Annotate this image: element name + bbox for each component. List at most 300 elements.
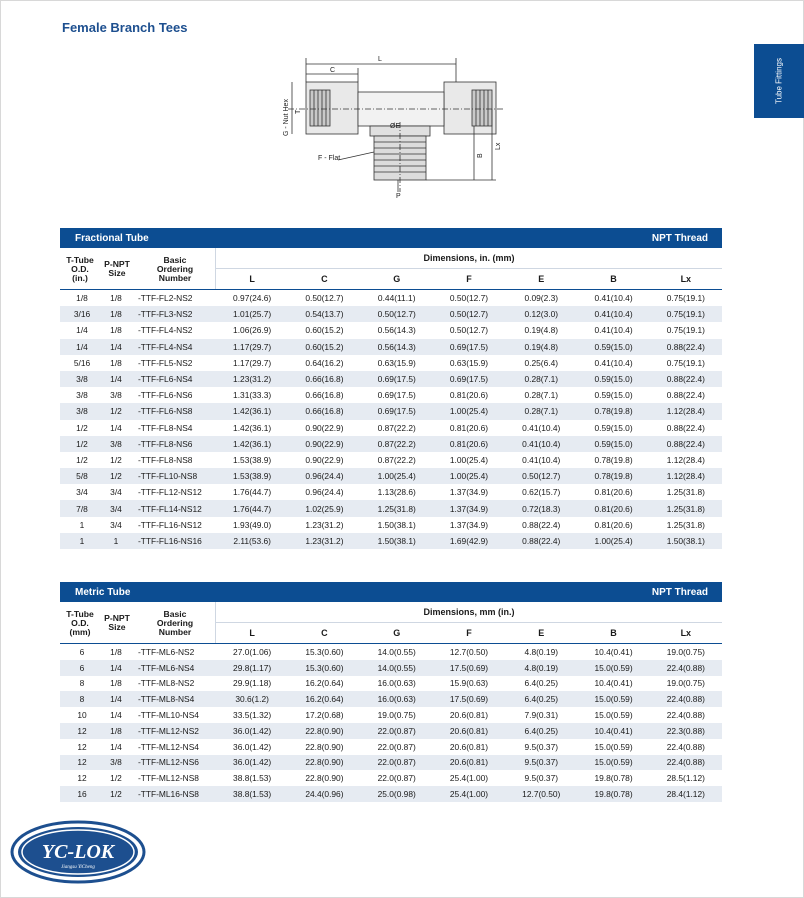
table-cell: 1 [79, 519, 85, 530]
dim-col-e: E [538, 628, 545, 638]
table-cell: 22.4(0.88) [666, 662, 705, 673]
table-cell: 0.88(22.4) [666, 422, 705, 433]
dim-col-l: L [249, 274, 255, 284]
table-cell: 1.12(28.4) [666, 406, 705, 417]
table-cell: 6.4(0.25) [524, 694, 559, 705]
table-cell: 0.59(15.0) [594, 422, 633, 433]
table-cell: 22.8(0.90) [305, 725, 344, 736]
table-cell: 8 [79, 694, 85, 705]
table-cell: 0.97(24.6) [233, 293, 272, 304]
table-cell: -TTF-ML6-NS2 [138, 646, 195, 657]
table-row [60, 339, 722, 355]
table-cell: 1.76(44.7) [233, 487, 272, 498]
table-row [60, 660, 722, 676]
table-cell: 1/2 [76, 422, 88, 433]
table-cell: -TTF-FL4-NS4 [138, 341, 193, 352]
table-cell: 1.00(25.4) [594, 535, 633, 546]
table-row [60, 723, 722, 739]
table-cell: 1.42(36.1) [233, 406, 272, 417]
table-cell: 1.17(29.7) [233, 357, 272, 368]
dim-col-lx: Lx [680, 628, 692, 638]
table-row [60, 371, 722, 387]
table-cell: 36.0(1.42) [233, 741, 272, 752]
table-cell: -TTF-FL5-NS2 [138, 357, 193, 368]
table-cell: 22.8(0.90) [305, 741, 344, 752]
table-cell: 0.81(20.6) [594, 519, 633, 530]
table-cell: 1.42(36.1) [233, 438, 272, 449]
table-cell: -TTF-FL6-NS6 [138, 390, 193, 401]
table-cell: -TTF-FL10-NS8 [138, 471, 198, 482]
table-cell: 0.66(16.8) [305, 390, 344, 401]
table-cell: 6 [79, 662, 85, 673]
table-cell: 0.87(22.2) [377, 422, 416, 433]
table-cell: 36.0(1.42) [233, 757, 272, 768]
table-cell: 0.64(16.2) [305, 357, 344, 368]
table-cell: 1.01(25.7) [233, 309, 272, 320]
table-cell: 12 [77, 725, 87, 736]
col-tube-od: T-Tube O.D. (mm) [66, 608, 94, 637]
table-cell: 27.0(1.06) [233, 646, 272, 657]
table-cell: 1/2 [110, 406, 122, 417]
table-cell: 1.00(25.4) [449, 471, 489, 482]
table-cell: 0.41(10.4) [594, 309, 633, 320]
table-cell: 6 [79, 646, 85, 657]
table-cell: 15.0(0.59) [594, 662, 633, 673]
table-row [60, 691, 722, 707]
table-cell: 9.5(0.37) [524, 773, 559, 784]
table-cell: -TTF-FL8-NS4 [138, 422, 193, 433]
table-cell: 0.41(10.4) [522, 422, 561, 433]
table-cell: 1/4 [110, 341, 122, 352]
metric-title: Metric Tube [75, 586, 131, 598]
table-cell: 22.0(0.87) [377, 757, 416, 768]
table-cell: -TTF-FL8-NS8 [138, 454, 193, 465]
col-ordering-number: Basic Ordering Number [156, 254, 194, 283]
table-cell: 22.4(0.88) [666, 757, 705, 768]
table-cell: 1/4 [110, 694, 122, 705]
table-cell: 1/4 [110, 710, 122, 721]
page-title: Female Branch Tees [62, 20, 188, 35]
label-Lx: Lx [495, 142, 502, 150]
table-cell: 1.50(38.1) [377, 519, 416, 530]
table-cell: 1/2 [76, 438, 88, 449]
table-cell: 0.75(19.1) [666, 325, 705, 336]
table-cell: 0.09(2.3) [524, 293, 559, 304]
table-cell: 1/2 [110, 789, 122, 800]
table-cell: -TTF-FL16-NS12 [138, 519, 202, 530]
table-cell: 19.0(0.75) [377, 710, 416, 721]
fractional-column-headers [60, 248, 722, 290]
table-cell: 1/4 [76, 341, 88, 352]
table-cell: 12 [77, 773, 87, 784]
table-cell: 0.19(4.8) [524, 325, 559, 336]
table-cell: 12.7(0.50) [522, 789, 561, 800]
table-row [60, 452, 722, 468]
fractional-title: Fractional Tube [75, 232, 149, 244]
table-cell: 36.0(1.42) [233, 725, 272, 736]
table-cell: 3/4 [110, 519, 122, 530]
table-cell: 0.69(17.5) [377, 390, 416, 401]
table-cell: 0.41(10.4) [594, 357, 633, 368]
table-cell: 1.93(49.0) [233, 519, 272, 530]
table-cell: 0.75(19.1) [666, 357, 705, 368]
table-cell: 1.23(31.2) [305, 519, 344, 530]
table-cell: 1/2 [110, 773, 122, 784]
table-row [60, 739, 722, 755]
table-cell: 0.19(4.8) [524, 341, 559, 352]
table-cell: 0.41(10.4) [522, 438, 561, 449]
table-cell: 9.5(0.37) [524, 741, 559, 752]
table-cell: 0.60(15.2) [305, 325, 344, 336]
table-cell: 22.4(0.88) [666, 694, 705, 705]
table-cell: 15.3(0.60) [305, 662, 344, 673]
label-E: ØE [390, 123, 401, 130]
table-cell: 22.4(0.88) [666, 710, 705, 721]
table-cell: 7/8 [76, 503, 88, 514]
table-cell: 1/8 [110, 357, 122, 368]
table-row [60, 517, 722, 533]
table-cell: 1.31(33.3) [233, 390, 272, 401]
table-cell: 0.54(13.7) [305, 309, 344, 320]
table-row [60, 500, 722, 516]
table-cell: 0.50(12.7) [449, 293, 489, 304]
dim-col-lx: Lx [680, 274, 692, 284]
table-cell: -TTF-ML8-NS2 [138, 678, 195, 689]
table-row [60, 290, 722, 306]
table-row [60, 484, 722, 500]
table-cell: 1.50(38.1) [377, 535, 416, 546]
side-tab[interactable] [754, 44, 804, 118]
table-cell: 20.6(0.81) [449, 710, 489, 721]
table-cell: 19.8(0.78) [594, 773, 633, 784]
table-cell: 1 [113, 535, 119, 546]
table-row [60, 786, 722, 802]
table-cell: 19.0(0.75) [666, 646, 705, 657]
table-cell: 6.4(0.25) [524, 678, 559, 689]
table-cell: 0.50(12.7) [449, 309, 489, 320]
table-cell: 0.69(17.5) [449, 341, 489, 352]
table-cell: 14.0(0.55) [377, 662, 416, 673]
fractional-table [60, 228, 722, 549]
table-cell: 0.87(22.2) [377, 438, 416, 449]
table-cell: 1.69(42.9) [449, 535, 489, 546]
table-cell: 3/8 [76, 390, 88, 401]
label-T: T [295, 109, 302, 114]
table-cell: 1.00(25.4) [449, 454, 489, 465]
table-cell: 0.66(16.8) [305, 374, 344, 385]
table-cell: 1/2 [76, 454, 88, 465]
table-cell: 6.4(0.25) [524, 725, 559, 736]
table-cell: 3/8 [110, 438, 122, 449]
table-cell: 0.78(19.8) [594, 471, 633, 482]
table-cell: 10.4(0.41) [594, 725, 633, 736]
table-cell: 3/8 [110, 757, 122, 768]
table-cell: 0.28(7.1) [524, 390, 559, 401]
metric-table [60, 582, 722, 802]
table-cell: 0.75(19.1) [666, 293, 705, 304]
table-cell: -TTF-FL3-NS2 [138, 309, 193, 320]
table-row [60, 322, 722, 338]
table-cell: 0.69(17.5) [377, 406, 416, 417]
table-row [60, 468, 722, 484]
table-cell: 16 [77, 789, 87, 800]
table-cell: 15.0(0.59) [594, 757, 633, 768]
label-L: L [378, 56, 382, 63]
table-cell: 25.4(1.00) [449, 789, 489, 800]
table-cell: 1.23(31.2) [233, 374, 272, 385]
table-cell: 0.44(11.1) [377, 293, 416, 304]
table-cell: 33.5(1.32) [233, 710, 272, 721]
table-cell: 19.8(0.78) [594, 789, 633, 800]
table-cell: 4.8(0.19) [524, 662, 559, 673]
table-cell: 0.60(15.2) [305, 341, 344, 352]
table-cell: 0.88(22.4) [666, 374, 705, 385]
table-cell: 0.96(24.4) [305, 471, 344, 482]
table-cell: -TTF-ML16-NS8 [138, 789, 199, 800]
table-cell: -TTF-FL12-NS12 [138, 487, 202, 498]
table-cell: -TTF-FL8-NS6 [138, 438, 193, 449]
table-cell: 0.41(10.4) [594, 293, 633, 304]
table-cell: 20.6(0.81) [449, 725, 489, 736]
table-cell: 7.9(0.31) [524, 710, 559, 721]
label-C: C [330, 67, 336, 74]
table-row [60, 436, 722, 452]
col-tube-od: T-Tube O.D. (in.) [66, 254, 94, 283]
table-cell: 0.50(12.7) [522, 471, 561, 482]
table-cell: 22.0(0.87) [377, 725, 416, 736]
table-cell: 22.8(0.90) [305, 757, 344, 768]
table-cell: 1.42(36.1) [233, 422, 272, 433]
table-cell: 2.11(53.6) [233, 535, 271, 546]
table-cell: 0.90(22.9) [305, 438, 344, 449]
table-cell: 1/8 [110, 646, 122, 657]
tee-drawing [278, 52, 510, 200]
table-cell: 1.25(31.8) [666, 519, 705, 530]
table-cell: 3/8 [76, 374, 88, 385]
table-cell: 20.6(0.81) [449, 757, 489, 768]
table-cell: 17.5(0.69) [449, 662, 489, 673]
fractional-thread: NPT Thread [651, 232, 708, 244]
table-cell: -TTF-FL2-NS2 [138, 293, 193, 304]
table-cell: 1/8 [76, 293, 88, 304]
table-cell: -TTF-ML10-NS4 [138, 710, 199, 721]
table-cell: 0.81(20.6) [594, 503, 633, 514]
table-cell: 1 [79, 535, 85, 546]
table-cell: 0.69(17.5) [377, 374, 416, 385]
dim-col-b: B [610, 628, 617, 638]
table-cell: 1/8 [110, 725, 122, 736]
table-cell: 1.17(29.7) [233, 341, 272, 352]
table-cell: 16.0(0.63) [377, 678, 416, 689]
table-cell: 10.4(0.41) [594, 646, 633, 657]
table-cell: 3/4 [110, 487, 122, 498]
table-cell: 24.4(0.96) [305, 789, 344, 800]
table-cell: 12 [77, 741, 87, 752]
table-cell: 0.59(15.0) [594, 390, 633, 401]
logo-wordmark: YC-LOK [41, 841, 115, 863]
table-cell: 16.0(0.63) [377, 694, 416, 705]
table-cell: 1.25(31.8) [666, 487, 705, 498]
table-cell: -TTF-ML12-NS4 [138, 741, 199, 752]
metric-column-headers [60, 602, 722, 644]
table-cell: 0.50(12.7) [305, 293, 344, 304]
dim-col-f: F [466, 274, 472, 284]
fractional-table-header [60, 228, 722, 248]
label-P: P [396, 193, 401, 200]
table-cell: 1.02(25.9) [305, 503, 344, 514]
table-row [60, 770, 722, 786]
table-cell: 1.76(44.7) [233, 503, 272, 514]
table-cell: 0.41(10.4) [522, 454, 561, 465]
table-cell: -TTF-ML6-NS4 [138, 662, 195, 673]
table-cell: 1.12(28.4) [666, 454, 705, 465]
table-cell: 25.4(1.00) [449, 773, 489, 784]
table-cell: 15.3(0.60) [305, 646, 344, 657]
table-cell: 28.5(1.12) [666, 773, 705, 784]
table-cell: 12 [77, 757, 87, 768]
label-F: F - Flat [318, 155, 341, 162]
table-cell: 0.81(20.6) [449, 438, 489, 449]
table-row [60, 420, 722, 436]
table-cell: 0.25(6.4) [524, 357, 559, 368]
table-cell: 0.96(24.4) [305, 487, 344, 498]
table-cell: 29.9(1.18) [233, 678, 272, 689]
table-cell: -TTF-FL14-NS12 [138, 503, 202, 514]
dims-title: Dimensions, in. (mm) [216, 248, 722, 269]
logo-tagline: Jiangsu YiCheng [61, 865, 95, 870]
dim-col-l: L [249, 628, 255, 638]
table-cell: 1/4 [110, 662, 122, 673]
table-cell: 3/4 [76, 487, 88, 498]
yc-lok-logo[interactable] [10, 820, 150, 886]
table-cell: 1.00(25.4) [377, 471, 416, 482]
table-cell: 1.50(38.1) [666, 535, 705, 546]
table-cell: 15.0(0.59) [594, 741, 633, 752]
table-cell: 1.06(26.9) [233, 325, 272, 336]
table-cell: 17.5(0.69) [449, 694, 489, 705]
table-cell: 1/2 [110, 454, 122, 465]
table-cell: -TTF-ML12-NS2 [138, 725, 199, 736]
table-cell: 3/8 [110, 390, 122, 401]
table-cell: 0.90(22.9) [305, 422, 344, 433]
dim-col-headers [216, 269, 722, 289]
table-cell: 0.72(18.3) [522, 503, 561, 514]
table-cell: 0.63(15.9) [449, 357, 489, 368]
table-row [60, 306, 722, 322]
table-cell: 1.37(34.9) [449, 519, 489, 530]
table-row [60, 755, 722, 771]
side-tab-label: Tube Fittings [774, 58, 784, 104]
label-B: B [477, 153, 484, 158]
table-cell: 38.8(1.53) [233, 773, 272, 784]
table-cell: -TTF-FL16-NS16 [138, 535, 202, 546]
table-cell: 0.50(12.7) [449, 325, 489, 336]
table-cell: 28.4(1.12) [666, 789, 705, 800]
table-cell: 1/4 [110, 374, 122, 385]
table-cell: 1.13(28.6) [377, 487, 416, 498]
table-cell: 15.9(0.63) [449, 678, 489, 689]
table-cell: 38.8(1.53) [233, 789, 272, 800]
table-cell: 22.8(0.90) [305, 773, 344, 784]
table-cell: 0.12(3.0) [524, 309, 559, 320]
table-cell: 0.41(10.4) [594, 325, 633, 336]
table-cell: 1.37(34.9) [449, 503, 489, 514]
table-cell: 0.69(17.5) [449, 374, 489, 385]
table-cell: 0.63(15.9) [377, 357, 416, 368]
table-cell: 16.2(0.64) [305, 678, 344, 689]
label-G: G - Nut Hex [283, 99, 290, 136]
table-cell: 22.0(0.87) [377, 773, 416, 784]
table-cell: 15.0(0.59) [594, 694, 633, 705]
table-cell: 3/8 [76, 406, 88, 417]
metric-thread: NPT Thread [651, 586, 708, 598]
table-cell: 0.81(20.6) [594, 487, 633, 498]
table-row [60, 387, 722, 403]
table-cell: 0.81(20.6) [449, 422, 489, 433]
table-cell: 12.7(0.50) [449, 646, 489, 657]
table-cell: 1.25(31.8) [377, 503, 416, 514]
table-cell: 10.4(0.41) [594, 678, 633, 689]
table-cell: 0.66(16.8) [305, 406, 344, 417]
table-cell: 1/8 [110, 325, 122, 336]
dims-title: Dimensions, mm (in.) [216, 602, 722, 623]
col-npt-size: P-NPT Size [104, 613, 130, 632]
table-cell: 0.90(22.9) [305, 454, 344, 465]
table-row [60, 403, 722, 419]
table-row [60, 533, 722, 549]
table-row [60, 644, 722, 660]
table-cell: 0.88(22.4) [522, 535, 561, 546]
table-cell: 0.59(15.0) [594, 341, 633, 352]
dim-col-c: C [321, 274, 328, 284]
dim-col-b: B [610, 274, 617, 284]
table-cell: 22.0(0.87) [377, 741, 416, 752]
table-cell: 1/8 [110, 293, 122, 304]
table-cell: 25.0(0.98) [377, 789, 416, 800]
dim-col-g: G [393, 628, 401, 638]
table-cell: 1/4 [110, 422, 122, 433]
col-ordering-number: Basic Ordering Number [156, 608, 194, 637]
table-cell: 0.59(15.0) [594, 438, 633, 449]
table-cell: 0.75(19.1) [666, 309, 705, 320]
table-cell: 14.0(0.55) [377, 646, 416, 657]
dim-col-headers [216, 623, 722, 643]
table-cell: 0.56(14.3) [377, 341, 416, 352]
dim-col-e: E [538, 274, 545, 284]
table-cell: 1/4 [110, 741, 122, 752]
table-cell: 1.53(38.9) [233, 471, 272, 482]
table-cell: 1/2 [110, 471, 122, 482]
table-cell: -TTF-ML12-NS6 [138, 757, 199, 768]
table-cell: 1/4 [76, 325, 88, 336]
table-cell: 0.88(22.4) [666, 390, 705, 401]
table-cell: 16.2(0.64) [305, 694, 344, 705]
table-cell: -TTF-FL6-NS4 [138, 374, 193, 385]
table-cell: 1/8 [110, 309, 122, 320]
dim-col-f: F [466, 628, 472, 638]
table-row [60, 676, 722, 692]
table-cell: 30.6(1.2) [235, 694, 269, 705]
table-cell: 10 [77, 710, 87, 721]
table-cell: 1/8 [110, 678, 122, 689]
table-cell: 5/8 [76, 471, 88, 482]
table-cell: 8 [79, 678, 85, 689]
table-cell: 29.8(1.17) [233, 662, 272, 673]
table-cell: 1.53(38.9) [233, 454, 272, 465]
table-row [60, 355, 722, 371]
table-cell: 0.78(19.8) [594, 406, 633, 417]
table-cell: 0.59(15.0) [594, 374, 633, 385]
